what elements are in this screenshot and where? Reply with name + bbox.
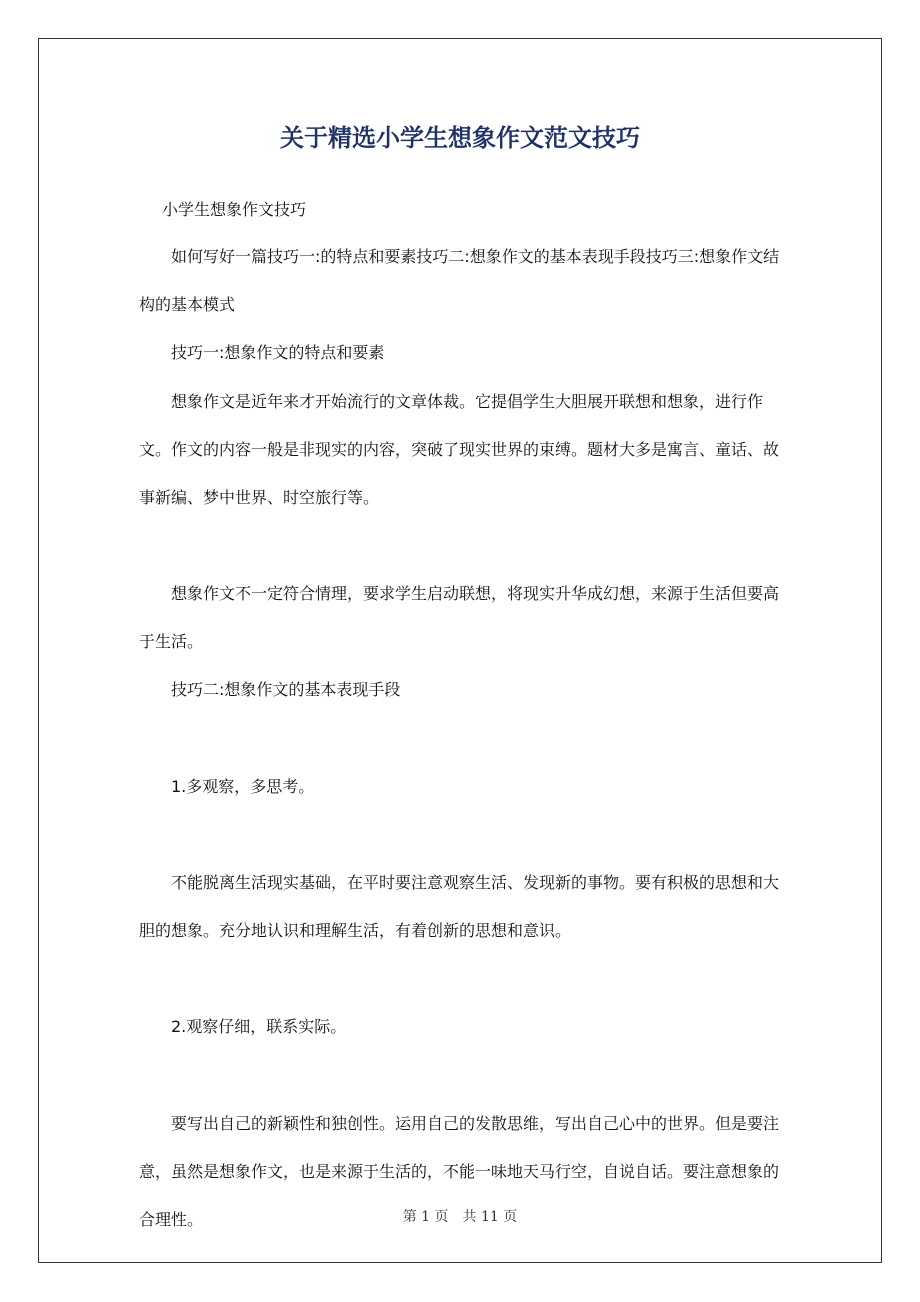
list-item-heading: 1.多观察，多思考。 (171, 777, 315, 796)
list-item-heading: 2.观察仔细，联系实际。 (171, 1017, 347, 1036)
page-number-footer: 第 1 页 共 11 页 (402, 1209, 518, 1225)
document-title: 关于精选小学生想象作文范文技巧 (280, 124, 640, 152)
paragraph-body: 不能脱离生活现实基础，在平时要注意观察生活、发现新的事物。要有积极的思想和大胆的想象。充分地认识和理解生活，有着创新的思想和意识。 (139, 873, 780, 940)
paragraph-outline: 如何写好一篇技巧一:的特点和要素技巧二:想象作文的基本表现手段技巧三:想象作文结构的基本模式 (139, 247, 780, 314)
heading-tip-two: 技巧二:想象作文的基本表现手段 (171, 680, 401, 699)
paragraph-body: 想象作文不一定符合情理，要求学生启动联想，将现实升华成幻想，来源于生活但要高于生活。 (139, 584, 780, 651)
paragraph-body: 要写出自己的新颖性和独创性。运用自己的发散思维，写出自己心中的世界。但是要注意，虽然是想象作文，也是来源于生活的，不能一味地天马行空，自说自话。要注意想象的合理性。 (139, 1114, 780, 1229)
paragraph-subtitle: 小学生想象作文技巧 (162, 200, 307, 219)
paragraph-body: 想象作文是近年来才开始流行的文章体裁。它提倡学生大胆展开联想和想象，进行作文。作文的内容一般是非现实的内容，突破了现实世界的束缚。题材大多是寓言、童话、故事新编、梦中世界、时空旅行等。 (139, 392, 780, 507)
heading-tip-one: 技巧一:想象作文的特点和要素 (171, 343, 385, 362)
